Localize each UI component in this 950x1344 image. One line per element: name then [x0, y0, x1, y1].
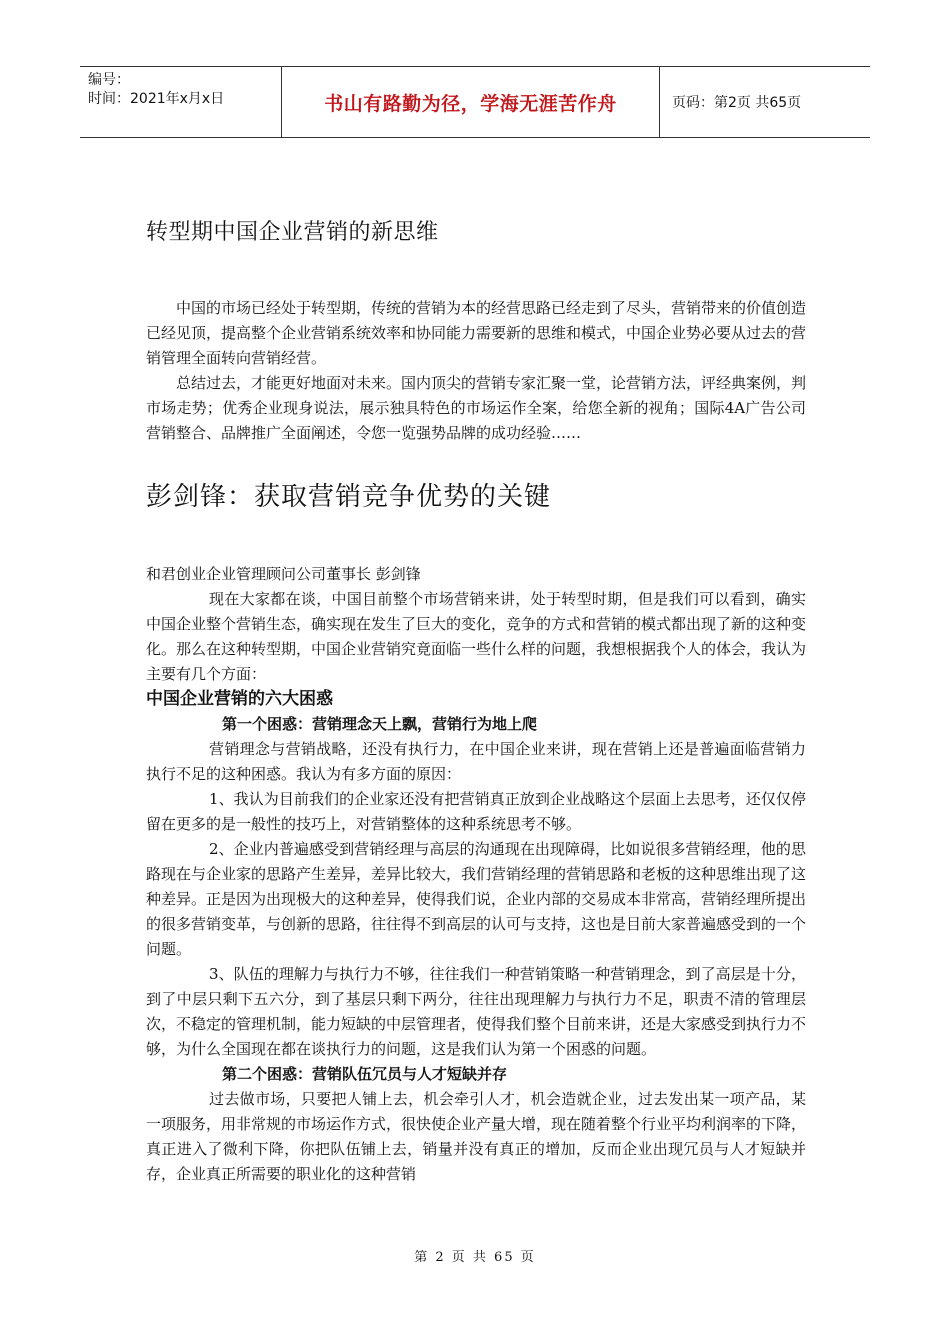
subheading-2: 第二个困惑：营销队伍冗员与人才短缺并存 — [222, 1065, 508, 1083]
article-title: 转型期中国企业营销的新思维 — [146, 220, 439, 245]
paragraph-2: 营销理念与营销战略，还没有执行力，在中国企业来讲，现在营销上还是普遍面临营销力执行不足的这种困惑。我认为有多方面的原因： — [146, 740, 806, 783]
header-motto-cell — [282, 67, 660, 137]
header-meta — [80, 67, 282, 137]
intro-paragraph-2: 总结过去，才能更好地面对未来。国内顶尖的营销专家汇聚一堂，论营销方法，评经典案例，判市场走势；优秀企业现身说法，展示独具特色的市场运作全案，给您全新的视角；国际4A广告公司营销整合、品牌推广全面阐述，令您一览强势品牌的成功经验…… — [146, 374, 807, 442]
paragraph-5: 3、队伍的理解力与执行力不够，往往我们一种营销策略一种营销理念，到了高层是十分，到了中层只剩下五六分，到了基层只剩下两分，往往出现理解力与执行力不足，职责不清的管理层次，不稳定的管理机制，能力短缺的中层管理者，使得我们整个目前来讲，还是大家感受到执行力不够，为什么全国现在都在谈执行力的问题，这是我们认为第一个困惑的问题。 — [146, 965, 807, 1058]
paragraph-1: 现在大家都在谈，中国目前整个市场营销来讲，处于转型时期，但是我们可以看到，确实中国企业整个营销生态，确实现在发生了巨大的变化，竞争的方式和营销的模式都出现了新的这种变化。那么在这种转型期，中国企业营销究竟面临一些什么样的问题，我想根据我个人的体会，我认为主要有几个方面： — [146, 590, 807, 683]
author-line: 和君创业企业管理顾问公司董事长 彭剑锋 — [146, 565, 421, 583]
time-label: 时间：2021年x月x日 — [88, 91, 225, 107]
motto-text: 书山有路勤为径，学海无涯苦作舟 — [324, 92, 617, 115]
intro-section — [146, 296, 806, 446]
page-footer: 第 2 页 共 65 页 — [414, 1250, 536, 1265]
paragraph-4: 2、企业内普遍感受到营销经理与高层的沟通现在出现障碍，比如说很多营销经理，他的思路现在与企业家的思路产生差异，差异比较大，我们营销经理的营销思路和老板的这种思维出现了这种差异。正是因为出现极大的这种差异，使得我们说，企业内部的交易成本非常高，营销经理所提出的很多营销变革，与创新的思路，往往得不到高层的认可与支持，这也是目前大家普遍感受到的一个问题。 — [146, 840, 807, 958]
header-table — [80, 66, 870, 138]
section-title: 彭剑锋：获取营销竞争优势的关键 — [146, 482, 552, 512]
paragraph-3: 1、我认为目前我们的企业家还没有把营销真正放到企业战略这个层面上去思考，还仅仅停留在更多的是一般性的技巧上，对营销整体的这种系统思考不够。 — [146, 790, 806, 833]
intro-paragraph-1: 中国的市场已经处于转型期，传统的营销为本的经营思路已经走到了尽头，营销带来的价值创造已经见顶，提高整个企业营销系统效率和协同能力需要新的思维和模式，中国企业势必要从过去的营销管理全面转向营销经营。 — [146, 299, 807, 367]
header-page-info: 页码：第2页 共65页 — [672, 95, 802, 111]
paragraph-6: 过去做市场，只要把人铺上去，机会牵引人才，机会造就企业，过去发出某一项产品，某一项服务，用非常规的市场运作方式，很快使企业产量大增，现在随着整个行业平均利润率的下降，真正进入了微利下降，你把队伍铺上去，销量并没有真正的增加，反而企业出现冗员与人才短缺并存，企业真正所需要的职业化的这种营销 — [146, 1090, 807, 1183]
main-section — [146, 562, 806, 1187]
section-heading: 中国企业营销的六大困惑 — [146, 689, 333, 709]
number-label: 编号： — [88, 72, 130, 88]
subheading-1: 第一个困惑：营销理念天上飘，营销行为地上爬 — [222, 715, 538, 733]
